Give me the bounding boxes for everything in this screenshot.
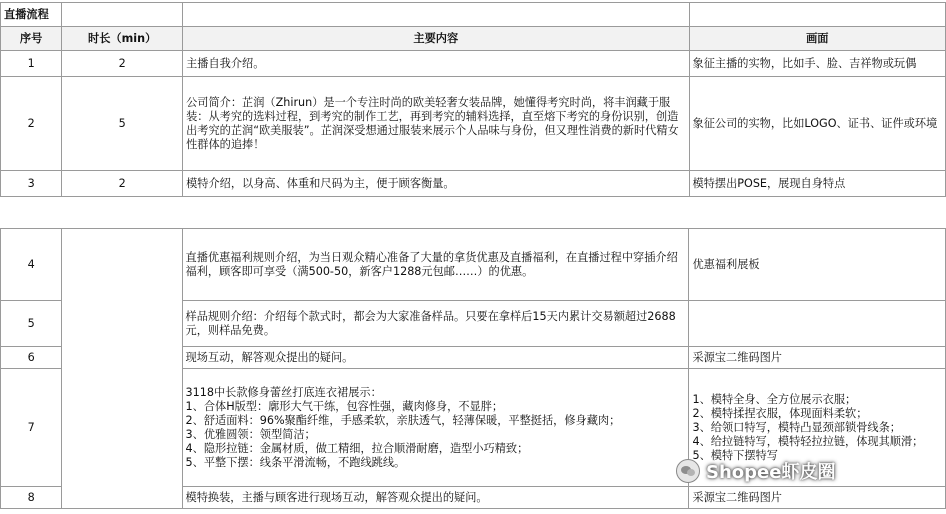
row-content: 现场互动，解答观众提出的疑问。 (182, 347, 689, 369)
table-break (0, 199, 946, 227)
row-duration: 2 (62, 171, 183, 197)
row-content: 直播优惠福利规则介绍，为当日观众精心准备了大量的拿货优惠及直播福利，在直播过程中穿插介绍福利，顾客即可享受（满500-50，新客户1288元包邮……）的优惠。 (182, 229, 689, 301)
row-visual: 象征公司的实物，比如LOGO、证书、证件或环境 (689, 77, 945, 171)
row-no: 3 (1, 171, 62, 197)
row-no: 1 (1, 51, 62, 77)
section-title: 直播流程 (1, 3, 62, 27)
table-row (1, 77, 946, 171)
duration-merged-cell (62, 229, 182, 509)
row-visual: 优惠福利展板 (689, 229, 946, 301)
empty-cell (183, 3, 689, 27)
table-row (1, 171, 946, 197)
row-no: 7 (1, 369, 62, 487)
header-no: 序号 (1, 27, 62, 51)
row-no: 2 (1, 77, 62, 171)
row-content: 样品规则介绍：介绍每个款式时，都会为大家准备样品。只要在拿样后15天内累计交易额超过2688元，则样品免费。 (182, 301, 689, 347)
row-visual: 1、模特全身、全方位展示衣服； 2、模特揉捏衣服，体现面料柔软； 3、给领口特写，模特凸显颈部锁骨线条； 4、给拉链特写，模特轻拉拉链，体现其顺滑； 5、模特下摆特写 (689, 369, 946, 487)
header-content: 主要内容 (183, 27, 689, 51)
header-duration: 时长（min） (62, 27, 183, 51)
row-no: 5 (1, 301, 62, 347)
row-no: 6 (1, 347, 62, 369)
row-no: 4 (1, 229, 62, 301)
row-visual (689, 301, 946, 347)
row-content: 3118中长款修身蕾丝打底连衣裙展示： 1、合体H版型：廓形大气干练，包容性强，藏肉修身，不显胖； 2、舒适面料：96%聚酯纤维，手感柔软，亲肤透气，轻薄保暖，平整挺括，修身藏肉； 3、优雅圆领：领型简洁； 4、隐形拉链：金属材质，做工精细，拉合顺滑耐磨，造型小巧精致； 5、平整下摆：线条平滑流畅，不跑线跳线。 (182, 369, 689, 487)
header-visual: 画面 (689, 27, 945, 51)
row-visual: 模特摆出POSE，展现自身特点 (689, 171, 945, 197)
row-duration: 5 (62, 77, 183, 171)
row-visual: 采源宝二维码图片 (689, 487, 946, 509)
row-content: 公司简介：芷润（Zhirun）是一个专注时尚的欧美轻奢女装品牌，她懂得考究时尚，将丰润藏于服装：从考究的选料过程，到考究的制作工艺，再到考究的辅料选择，直至熔下考究的身份识别，创造出考究的芷润“欧美服装”。芷润深受想通过服装来展示个人品味与身份，但又理性消费的新时代精女性群体的追捧！ (183, 77, 689, 171)
watermark (676, 458, 835, 484)
schedule-table-top (0, 2, 946, 197)
row-content: 主播自我介绍。 (183, 51, 689, 77)
table-row (1, 51, 946, 77)
row-no: 8 (1, 487, 62, 509)
empty-cell (62, 3, 183, 27)
row-content: 模特换装，主播与顾客进行现场互动，解答观众提出的疑问。 (182, 487, 689, 509)
row-visual: 采源宝二维码图片 (689, 347, 946, 369)
row-content: 模特介绍，以身高、体重和尺码为主，便于顾客衡量。 (183, 171, 689, 197)
wechat-icon (676, 459, 700, 483)
row-duration: 2 (62, 51, 183, 77)
watermark-text: Shopee虾皮圈 (706, 462, 836, 483)
table-row (1, 229, 946, 301)
empty-cell (689, 3, 945, 27)
row-visual: 象征主播的实物，比如手、脸、吉祥物或玩偶 (689, 51, 945, 77)
